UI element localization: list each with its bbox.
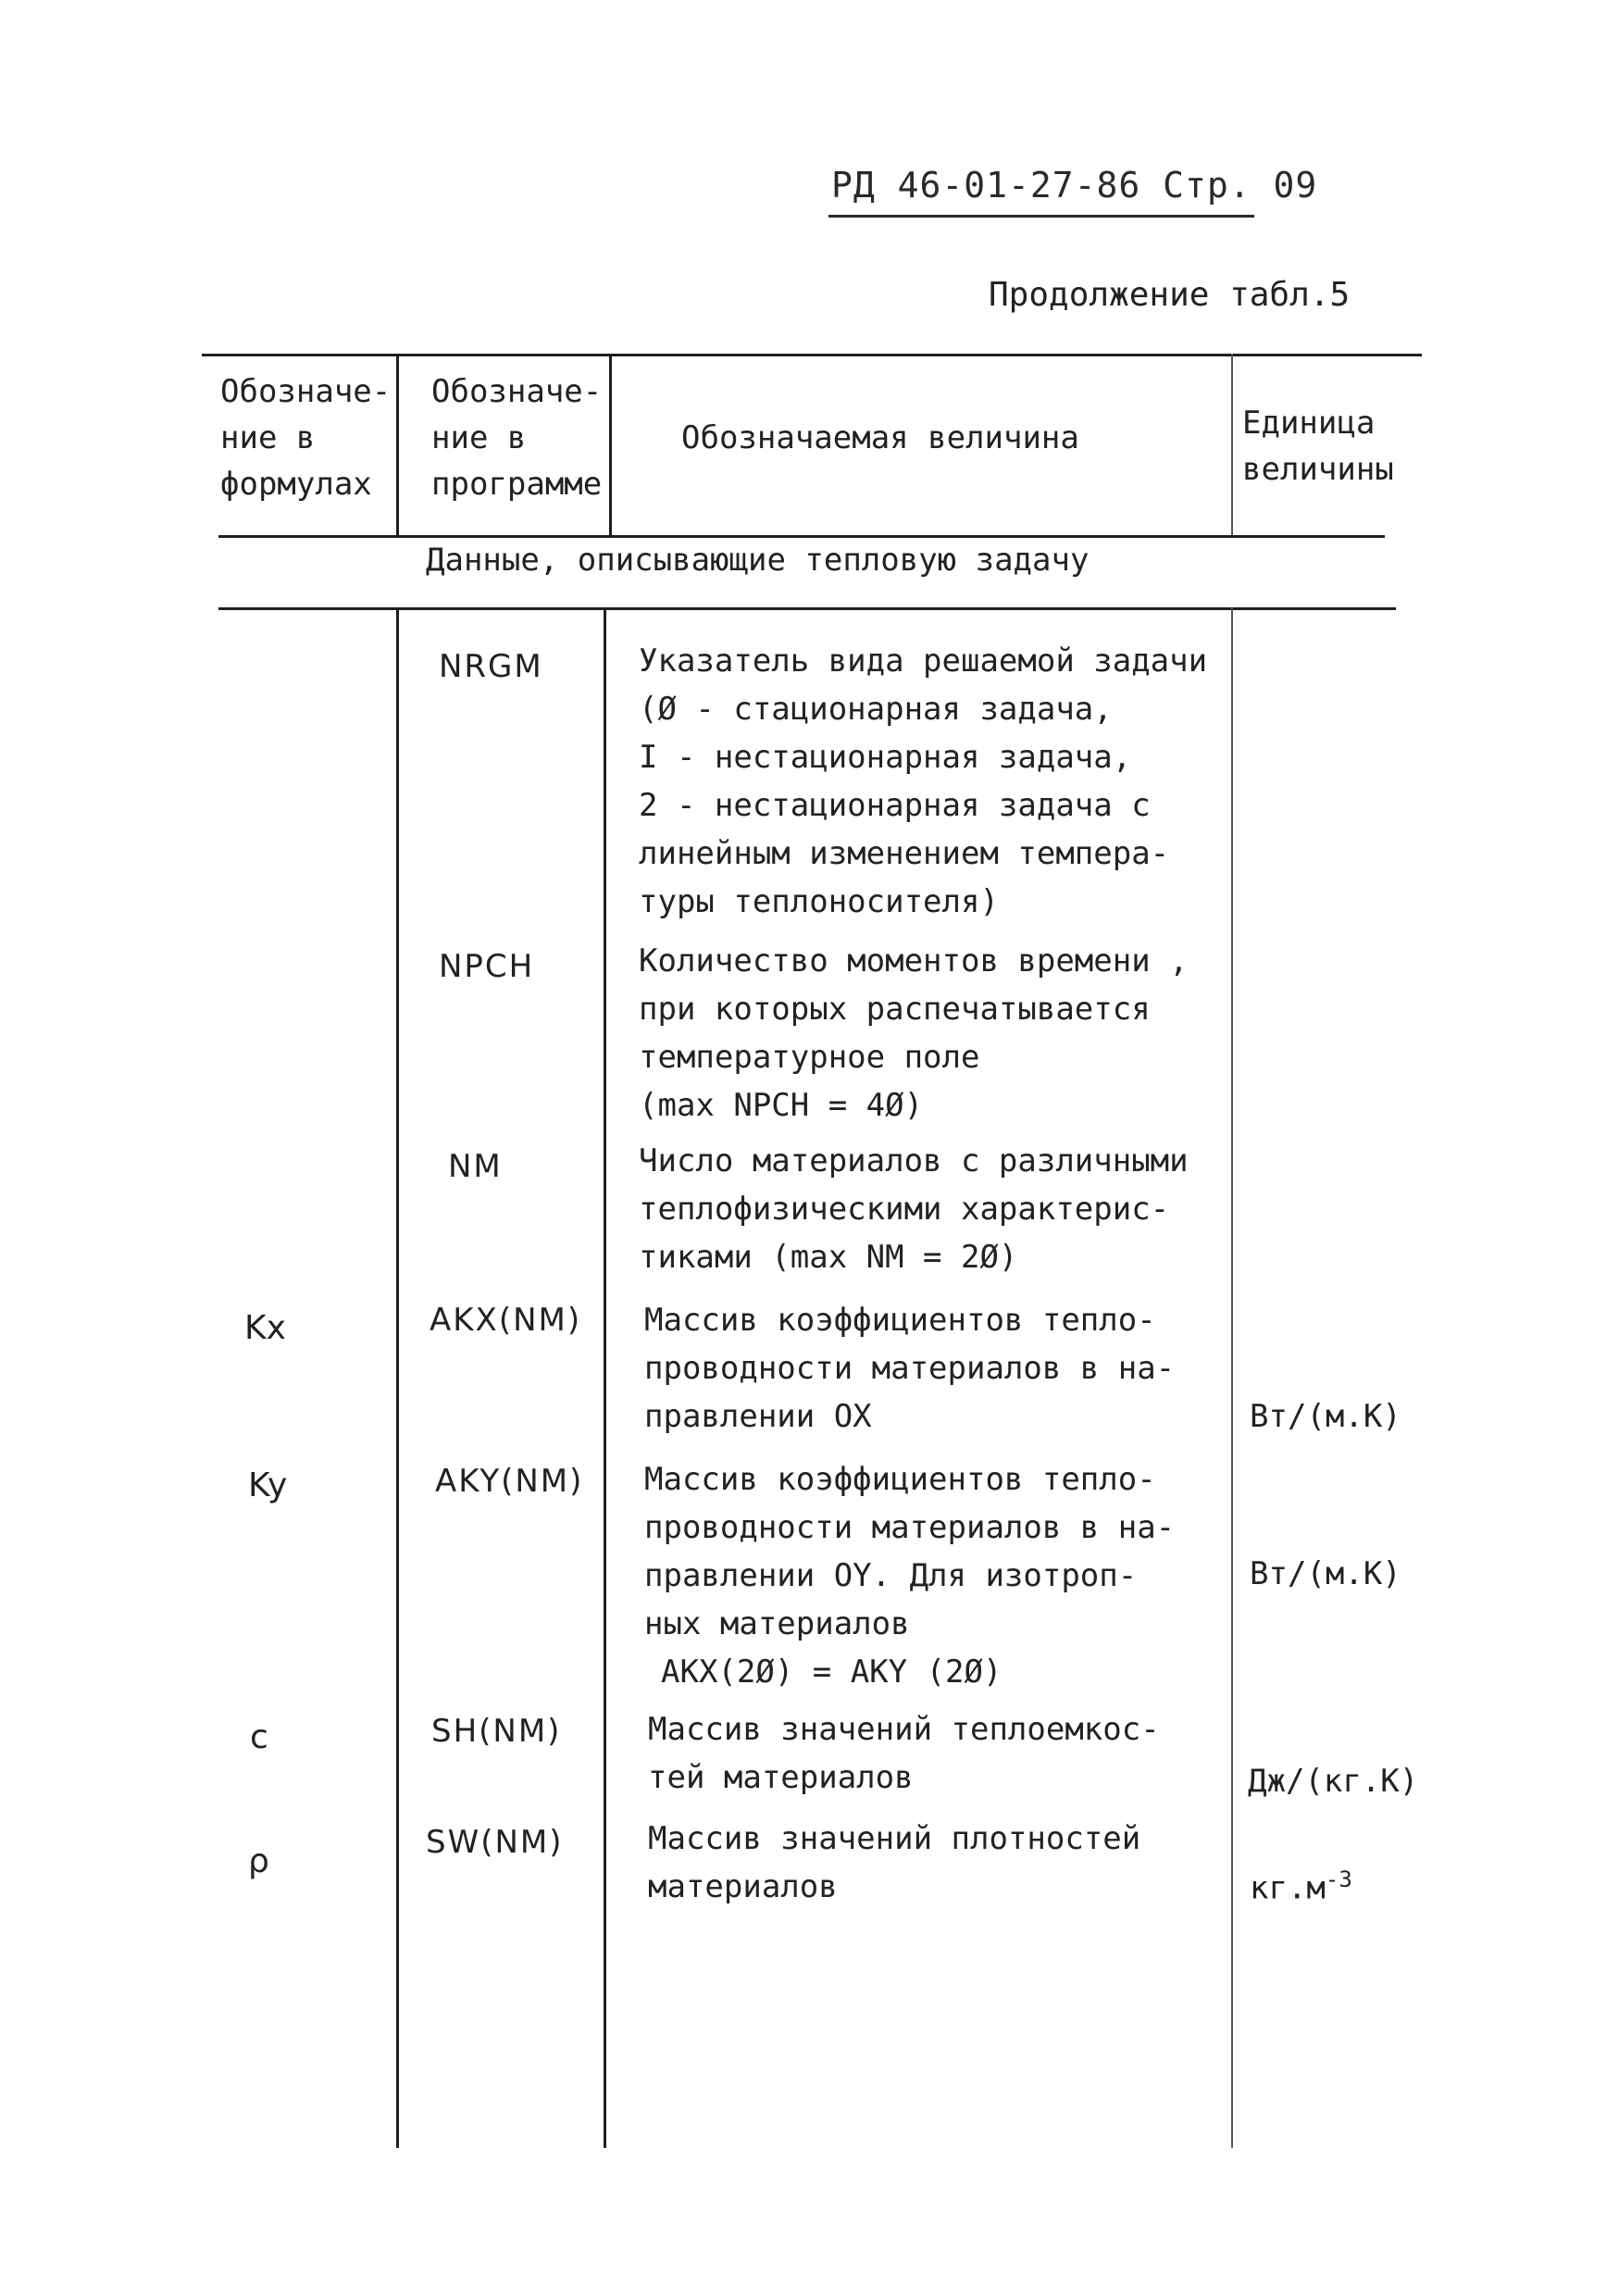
quantity-description: Массив коэффициентов тепло- проводности материалов в на- правлении OY. Для изотроп- ных материалов AKX(2Ø) = AKY (2Ø) (644, 1461, 1176, 1691)
program-variable: AKX(NM) (430, 1302, 582, 1339)
unit-value: Вт/(м.К) (1250, 1555, 1401, 1592)
header-divider-1 (396, 354, 399, 535)
column-header-formula-symbol: Обозначе- ние в формулах (220, 373, 392, 503)
quantity-description: Количество моментов времени , при которых распечатывается температурное поле (max NPCH = 4Ø) (639, 942, 1189, 1124)
header-bottom-rule (218, 535, 1385, 538)
quantity-description: Массив коэффициентов тепло- проводности материалов в на- правлении OX (644, 1302, 1176, 1435)
body-divider-1 (396, 607, 399, 2148)
column-header-program-symbol: Обозначе- ние в программе (431, 373, 603, 503)
header-divider-3 (1231, 354, 1233, 535)
unit-value: $кг.м^{-3}$ (1250, 1866, 1352, 1907)
table-top-rule (202, 354, 1422, 356)
program-variable: SW(NM) (426, 1824, 564, 1861)
unit-value: Вт/(м.К) (1250, 1398, 1401, 1435)
quantity-description: Число материалов с различными теплофизическими характерис- тиками (max NM = 2Ø) (639, 1142, 1189, 1276)
body-divider-2 (604, 607, 606, 2148)
program-variable: SH(NM) (431, 1713, 562, 1750)
document-id-underline (828, 215, 1254, 218)
header-divider-2 (609, 354, 612, 535)
formula-symbol: c (250, 1718, 268, 1756)
program-variable: NRGM (439, 648, 543, 685)
formula-symbol: ρ (248, 1842, 269, 1880)
program-variable: NM (448, 1148, 503, 1185)
section-bottom-rule (218, 607, 1396, 610)
quantity-description: Указатель вида решаемой задачи (Ø - стационарная задача, I - нестационарная задача, 2 - нестационарная задача с линейным изменением темпера- туры теплоносителя) (639, 643, 1208, 920)
quantity-description: Массив значений теплоемкос- тей материалов (648, 1711, 1160, 1796)
quantity-description: Массив значений плотностей материалов (648, 1820, 1141, 1905)
program-variable: AKY(NM) (435, 1463, 584, 1500)
document-id: РД 46-01-27-86 Стр. 09 (831, 165, 1318, 206)
unit-value: Дж/(кг.К) (1248, 1763, 1419, 1800)
section-title: Данные, описывающие тепловую задачу (426, 542, 1090, 579)
column-header-quantity: Обозначаемая величина (681, 419, 1079, 456)
formula-symbol: Ky (248, 1466, 288, 1504)
formula-symbol: Kx (244, 1309, 286, 1347)
column-header-unit: Единица величины (1242, 405, 1394, 488)
body-divider-3 (1231, 607, 1233, 2148)
program-variable: NPCH (439, 948, 535, 985)
table-continuation-caption: Продолжение табл.5 (989, 276, 1351, 314)
